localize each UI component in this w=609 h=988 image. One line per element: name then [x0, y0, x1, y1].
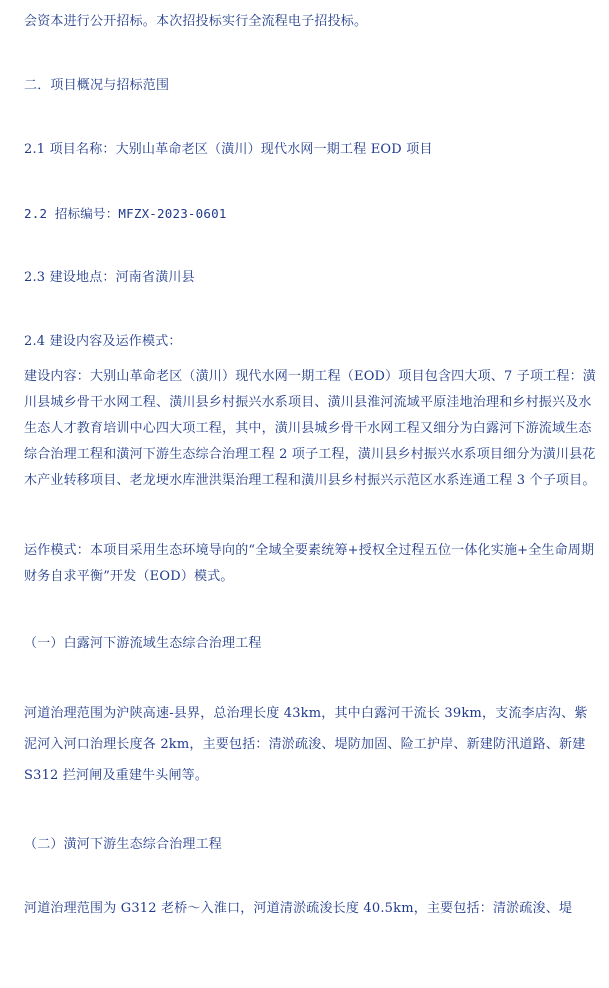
document-body — [24, 12, 596, 919]
operation-mode: 运作模式：本项目采用生态环境导向的“全域全要素统筹+授权全过程五位一体化实施+全生命周期财务自求平衡”开发（EOD）模式。 — [24, 543, 595, 584]
subsection-title-1: （一）白露河下游流域生态综合治理工程 — [24, 636, 262, 651]
construction-location: 2.3 建设地点：河南省潢川县 — [24, 270, 195, 285]
subsection-body-2: 河道治理范围为 G312 老桥～入淮口，河道清淤疏浚长度 40.5km，主要包括：清淤疏浚、堤 — [24, 901, 573, 916]
project-name: 2.1 项目名称：大别山革命老区（潢川）现代水网一期工程 EOD 项目 — [24, 142, 433, 157]
section-title-2: 二．项目概况与招标范围 — [24, 78, 170, 93]
construction-content: 建设内容：大别山革命老区（潢川）现代水网一期工程（EOD）项目包含四大项、7 子项工程：潢川县城乡骨干水网工程、潢川县乡村振兴水系项目、潢川县淮河流域平原洼地治理和乡村振兴及水生态人才教育培训中心四大项工程，其中，潢川县城乡骨干水网工程又细分为白露河下游流域生态综合治理工程和潢河下游生态综合治理工程 2 项子工程，潢川县乡村振兴水系项目细分为潢川县花木产业转移项目、老龙埂水库泄洪渠治理工程和潢川县乡村振兴示范区水系连通工程 3 个子项目。 — [24, 369, 596, 488]
tender-number: 2.2 招标编号：MFZX-2023-0601 — [24, 206, 227, 221]
subsection-body-1: 河道治理范围为沪陕高速-县界，总治理长度 43km，其中白露河干流长 39km，支流李店沟、紫泥河入河口治理长度各 2km，主要包括：清淤疏浚、堤防加固、险工护岸、新建防汛道路、新建 S312 拦河闸及重建牛头闸等。 — [24, 706, 588, 783]
subsection-title-2: （二）潢河下游生态综合治理工程 — [24, 837, 223, 852]
intro-line: 会资本进行公开招标。本次招投标实行全流程电子招投标。 — [24, 14, 368, 29]
construction-heading: 2.4 建设内容及运作模式： — [24, 334, 182, 349]
